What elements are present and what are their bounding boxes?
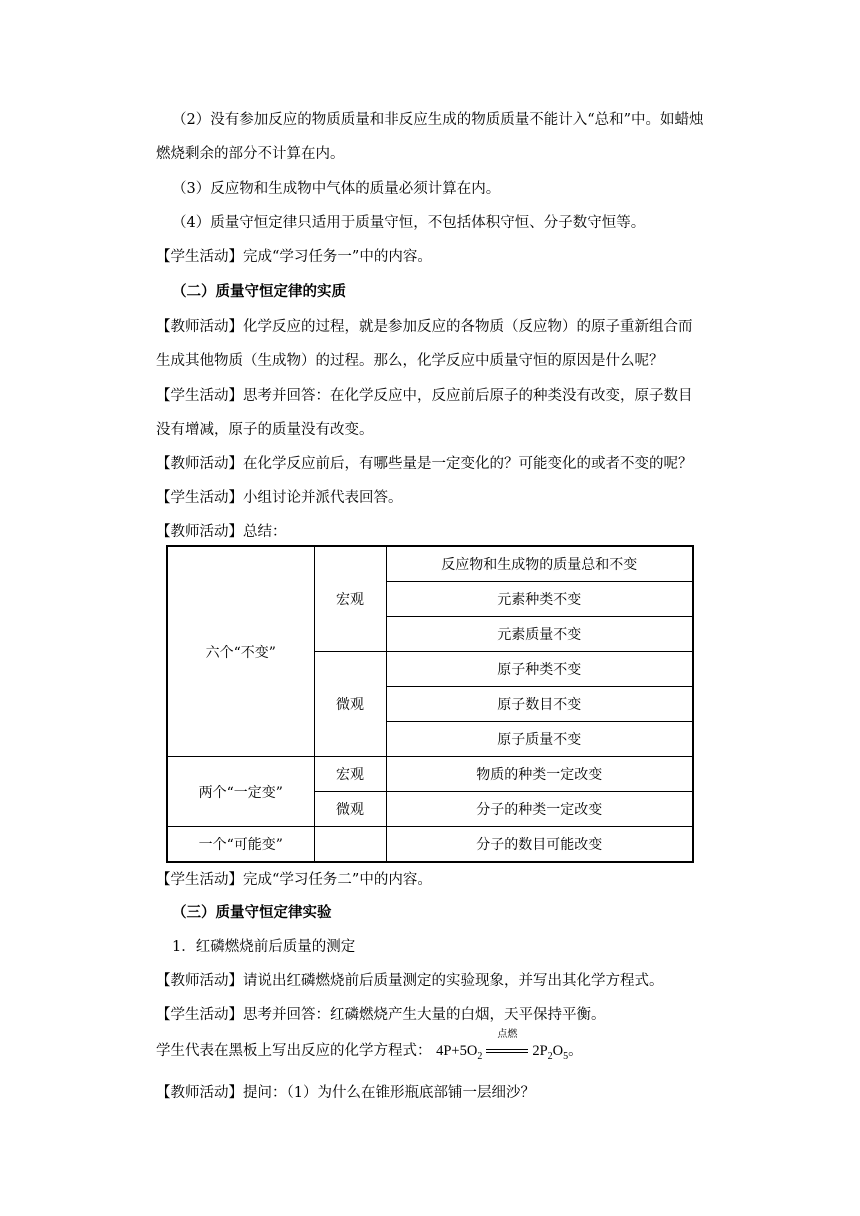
paragraph-note-2: （2）没有参加反应的物质质量和非反应生成的物质质量不能计入“总和”中。如蜡烛 [172,112,704,128]
student-activity-3: 【学生活动】小组讨论并派代表回答。 [156,490,403,506]
student-activity-2-cont: 没有增减，原子的质量没有改变。 [156,422,374,438]
cell-element-mass: 元素质量不变 [386,617,693,652]
reaction-condition-arrow [484,1028,530,1063]
teacher-activity-4: 【教师活动】提问：（1）为什么在锥形瓶底部铺一层细沙？ [156,1085,535,1101]
teacher-activity-1: 【教师活动】化学反应的过程，就是参加反应的各物质（反应物）的原子重新组合而 [156,319,693,335]
equation-end: 。 [568,1043,583,1059]
equation-line [156,1028,583,1064]
student-activity-1: 【学生活动】完成“学习任务一”中的内容。 [156,249,432,265]
equation-sub-p2: 2 [547,1050,553,1062]
cell-molecule-number: 分子的数目可能改变 [386,827,693,863]
equation-sub-o5: 5 [563,1050,569,1062]
cell-six-unchanged: 六个“不变” [167,546,314,757]
reaction-condition: 点燃 [497,1028,518,1040]
cell-micro-2: 微观 [314,792,386,827]
cell-molecule-type: 分子的种类一定改变 [386,792,693,827]
cell-micro: 微观 [314,652,386,757]
teacher-activity-2: 【教师活动】在化学反应前后，有哪些量是一定变化的？可能变化的或者不变的呢？ [156,456,693,472]
cell-macro: 宏观 [314,546,386,652]
equation-sub-o2: 2 [477,1050,483,1062]
cell-macro-2: 宏观 [314,757,386,792]
equation-reactants: 4P+5O [436,1043,478,1059]
teacher-activity-1-cont: 生成其他物质（生成物）的过程。那么，化学反应中质量守恒的原因是什么呢？ [156,353,664,369]
cell-substance-type: 物质的种类一定改变 [386,757,693,792]
chemical-equation [436,1028,583,1068]
student-activity-2: 【学生活动】思考并回答：在化学反应中，反应前后原子的种类没有改变，原子数目 [156,388,693,404]
equation-product-a: 2P [532,1043,548,1059]
teacher-activity-summary: 【教师活动】总结： [156,524,287,540]
cell-one-may-change: 一个“可能变” [167,827,314,863]
paragraph-note-3: （3）反应物和生成物中气体的质量必须计算在内。 [172,181,501,197]
cell-element-type: 元素种类不变 [386,582,693,617]
equation-prefix: 学生代表在黑板上写出反应的化学方程式： [156,1043,432,1059]
paragraph-note-2-cont: 燃烧剩余的部分不计算在内。 [156,146,345,162]
section-heading-2: （二）质量守恒定律的实质 [172,283,346,300]
section-heading-3: （三）质量守恒定律实验 [172,904,332,921]
cell-two-changed: 两个“一定变” [167,757,314,827]
student-activity-5: 【学生活动】思考并回答：红磷燃烧产生大量的白烟，天平保持平衡。 [156,1007,606,1023]
cell-atom-mass: 原子质量不变 [386,722,693,757]
teacher-activity-3: 【教师活动】请说出红磷燃烧前后质量测定的实验现象，并写出其化学方程式。 [156,973,664,989]
student-activity-4: 【学生活动】完成“学习任务二”中的内容。 [156,872,432,888]
cell-total-mass: 反应物和生成物的质量总和不变 [386,546,693,582]
cell-atom-number: 原子数目不变 [386,687,693,722]
subsection-1: 1．红磷燃烧前后质量的测定 [172,939,356,955]
cell-atom-type: 原子种类不变 [386,652,693,687]
cell-empty [314,827,386,863]
equation-product-b: O [552,1043,564,1059]
paragraph-note-4: （4）质量守恒定律只适用于质量守恒，不包括体积守恒、分子数守恒等。 [172,215,646,231]
summary-table [166,545,694,863]
